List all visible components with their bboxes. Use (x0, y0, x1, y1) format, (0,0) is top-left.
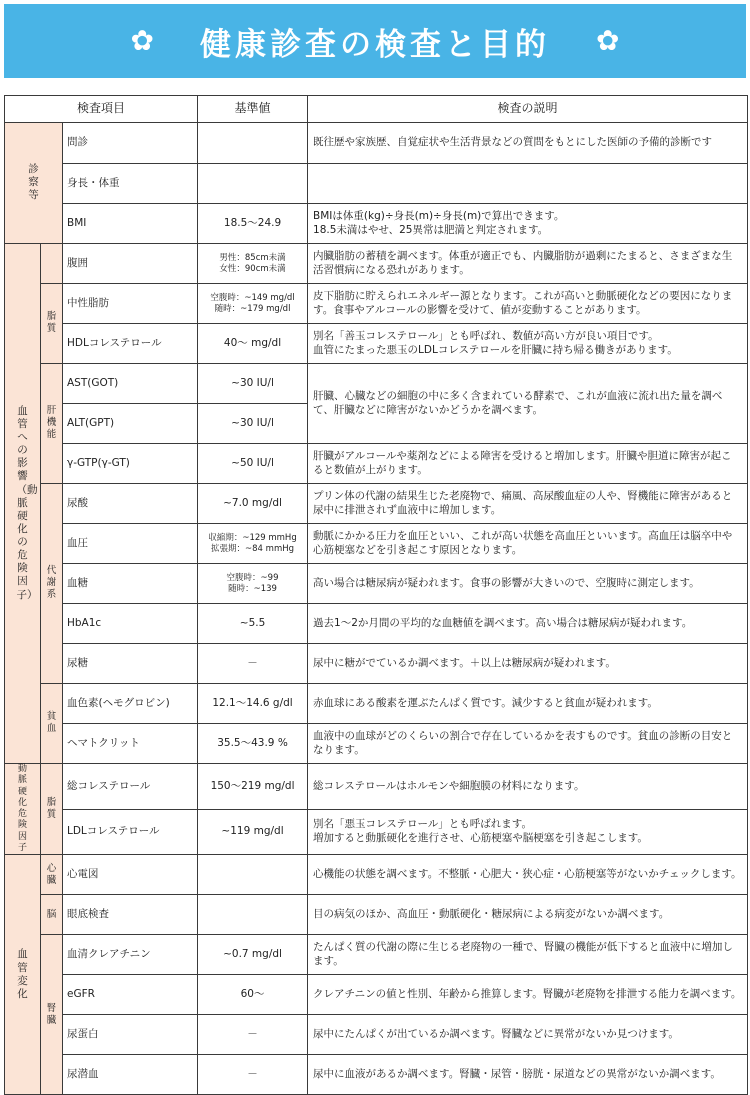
description: 尿中にたんぱくが出ているか調べます。腎臓などに異常がないか見つけます。 (308, 1015, 748, 1055)
description: 尿中に血液があるか調べます。腎臓・尿管・膀胱・尿道などの異常がないか調べます。 (308, 1055, 748, 1095)
description: BMIは体重(kg)÷身長(m)÷身長(m)で算出できます。 18.5未満はやせ、25異常は肥満と判定されます。 (308, 204, 748, 244)
table-row (5, 1055, 748, 1095)
header-item: 検査項目 (5, 96, 198, 123)
standard-value: 35.5～43.9 % (198, 724, 308, 764)
standard-value: 空腹時：~99 随時：~139 (198, 564, 308, 604)
sub-blank (41, 244, 63, 284)
table-header-row (5, 96, 748, 123)
description: 動脈にかかる圧力を血圧といい、これが高い状態を高血圧といいます。高血圧は脳卒中や心筋梗塞などを引き起こす原因となります。 (308, 524, 748, 564)
standard-value: 18.5～24.9 (198, 204, 308, 244)
header-standard: 基準値 (198, 96, 308, 123)
table-row (5, 604, 748, 644)
table-row (5, 724, 748, 764)
group-doumyaku (5, 764, 41, 855)
standard-value: 男性：85cm未満 女性：90cm未満 (198, 244, 308, 284)
item-name: eGFR (63, 975, 198, 1015)
group-kekkan-henka (5, 855, 41, 1095)
item-name: 腹囲 (63, 244, 198, 284)
group-label: 血管変化 (17, 948, 28, 1000)
description: たんぱく質の代謝の際に生じる老廃物の一種で、腎臓の機能が低下すると血液中に増加します。 (308, 935, 748, 975)
item-name: 尿酸 (63, 484, 198, 524)
description (308, 164, 748, 204)
item-name: LDLコレステロール (63, 809, 198, 855)
table-row (5, 644, 748, 684)
table-row (5, 164, 748, 204)
header-description: 検査の説明 (308, 96, 748, 123)
standard-value: － (198, 1055, 308, 1095)
standard-value: ~50 IU/l (198, 444, 308, 484)
description: 皮下脂肪に貯えられエネルギー源となります。これが高いと動脈硬化などの要因になります。食事やアルコールの影響を受けて、値が変動することがあります。 (308, 284, 748, 324)
table-row (5, 204, 748, 244)
standard-value: 60～ (198, 975, 308, 1015)
item-name: 血圧 (63, 524, 198, 564)
standard-value: 150～219 mg/dl (198, 764, 308, 810)
group-label: 腎臓 (46, 1002, 57, 1026)
description: 尿中に糖がでているか調べます。＋以上は糖尿病が疑われます。 (308, 644, 748, 684)
description: 心機能の状態を調べます。不整脈・心肥大・狭心症・心筋梗塞等がないかチェックします。 (308, 855, 748, 895)
group-label: 動脈硬化危険因子 (17, 764, 27, 853)
standard-value: 12.1～14.6 g/dl (198, 684, 308, 724)
group-label: 貧血 (46, 711, 57, 735)
description: クレアチニンの値と性別、年齢から推算します。腎臓が老廃物を排泄する能力を調べます。 (308, 975, 748, 1015)
sub-shinzou (41, 855, 63, 895)
sub-shishitsu (41, 284, 63, 364)
item-name: AST(GOT) (63, 364, 198, 404)
description: 内臓脂肪の蓄積を調べます。体重が適正でも、内臓脂肪が過剰にたまると、さまざまな生活習慣病になる恐れがあります。 (308, 244, 748, 284)
description: 赤血球にある酸素を運ぶたんぱく質です。減少すると貧血が疑われます。 (308, 684, 748, 724)
group-label: 診察等 (28, 163, 39, 202)
item-name: 尿糖 (63, 644, 198, 684)
standard-value: 40～ mg/dl (198, 324, 308, 364)
group-label: 脂質 (46, 797, 57, 820)
group-label: 代謝系 (46, 565, 57, 601)
flower-icon: ✿ (596, 24, 620, 57)
standard-value: － (198, 1015, 308, 1055)
item-name: HDLコレステロール (63, 324, 198, 364)
group-kekkan (5, 244, 41, 764)
description: プリン体の代謝の結果生じた老廃物で、痛風、高尿酸血症の人や、腎機能に障害があると尿中に排泄されず血液中に増加します。 (308, 484, 748, 524)
group-label: 血管への影響（動脈硬化の危険因子） (16, 404, 38, 601)
item-name: HbA1c (63, 604, 198, 644)
item-name: 問診 (63, 123, 198, 164)
standard-value: ~5.5 (198, 604, 308, 644)
table-row (5, 364, 748, 404)
item-name: ALT(GPT) (63, 404, 198, 444)
description: 過去1～2か月間の平均的な血糖値を調べます。高い場合は糖尿病が疑われます。 (308, 604, 748, 644)
sub-kankinou (41, 364, 63, 484)
standard-value (198, 123, 308, 164)
item-name: 血糖 (63, 564, 198, 604)
standard-value: 収縮期：~129 mmHg 拡張期：~84 mmHg (198, 524, 308, 564)
table-row (5, 524, 748, 564)
standard-value: 空腹時：~149 mg/dl 随時：~179 mg/dl (198, 284, 308, 324)
item-name: 総コレステロール (63, 764, 198, 810)
sub-jinzou (41, 935, 63, 1095)
sub-nou (41, 895, 63, 935)
table-row (5, 324, 748, 364)
description: 肝臓がアルコールや薬剤などによる障害を受けると増加します。肝臓や胆道に障害が起こると数値が上がります。 (308, 444, 748, 484)
standard-value: ~7.0 mg/dl (198, 484, 308, 524)
sub-taisha (41, 484, 63, 684)
table-row (5, 809, 748, 855)
group-label: 心臓 (46, 862, 57, 886)
table-row (5, 895, 748, 935)
page-title: 健康診査の検査と目的 (200, 26, 550, 63)
table-row (5, 244, 748, 284)
standard-value (198, 164, 308, 204)
item-name: 身長・体重 (63, 164, 198, 204)
description: 別名「善玉コレステロール」とも呼ばれ、数値が高い方が良い項目です。 血管にたまった悪玉のLDLコレステロールを肝臓に持ち帰る働きがあります。 (308, 324, 748, 364)
table-row (5, 935, 748, 975)
health-check-table (4, 95, 748, 1095)
description: 高い場合は糖尿病が疑われます。食事の影響が大きいので、空腹時に測定します。 (308, 564, 748, 604)
item-name: 眼底検査 (63, 895, 198, 935)
table-row (5, 855, 748, 895)
standard-value: ~30 IU/l (198, 364, 308, 404)
table-row (5, 444, 748, 484)
flower-icon: ✿ (130, 24, 154, 57)
item-name: γ-GTP(γ-GT) (63, 444, 198, 484)
group-shinsatsu (5, 123, 63, 244)
description: 血液中の血球がどのくらいの割合で存在しているかを表すものです。貧血の診断の目安となります。 (308, 724, 748, 764)
description: 目の病気のほか、高血圧・動脈硬化・糖尿病による病変がないか調べます。 (308, 895, 748, 935)
item-name: ヘマトクリット (63, 724, 198, 764)
item-name: 心電図 (63, 855, 198, 895)
item-name: BMI (63, 204, 198, 244)
standard-value (198, 895, 308, 935)
description: 肝臓、心臓などの細胞の中に多く含まれている酵素で、これが血液に流れ出た量を調べて、肝臓などに障害がないかどうかを調べます。 (308, 364, 748, 444)
title-banner (4, 4, 746, 78)
item-name: 尿蛋白 (63, 1015, 198, 1055)
sub-hinketsu (41, 684, 63, 764)
group-label: 脂質 (46, 311, 57, 335)
description: 総コレステロールはホルモンや細胞膜の材料になります。 (308, 764, 748, 810)
standard-value: ~30 IU/l (198, 404, 308, 444)
table-row (5, 1015, 748, 1055)
group-label: 脳 (46, 908, 57, 920)
table-row (5, 484, 748, 524)
group-label: 肝機能 (46, 405, 57, 441)
sub-shishitsu2 (41, 764, 63, 855)
table-row (5, 123, 748, 164)
item-name: 尿潜血 (63, 1055, 198, 1095)
table-row (5, 764, 748, 810)
table-row (5, 564, 748, 604)
standard-value: － (198, 644, 308, 684)
description: 別名「悪玉コレステロール」とも呼ばれます。 増加すると動脈硬化を進行させ、心筋梗塞や脳梗塞を引き起こします。 (308, 809, 748, 855)
table-row (5, 284, 748, 324)
standard-value: ~0.7 mg/dl (198, 935, 308, 975)
item-name: 血色素(ヘモグロビン) (63, 684, 198, 724)
description: 既往歴や家族歴、自覚症状や生活背景などの質問をもとにした医師の予備的診断です (308, 123, 748, 164)
standard-value: ~119 mg/dl (198, 809, 308, 855)
item-name: 中性脂肪 (63, 284, 198, 324)
table-row (5, 975, 748, 1015)
table-row (5, 684, 748, 724)
standard-value (198, 855, 308, 895)
item-name: 血清クレアチニン (63, 935, 198, 975)
